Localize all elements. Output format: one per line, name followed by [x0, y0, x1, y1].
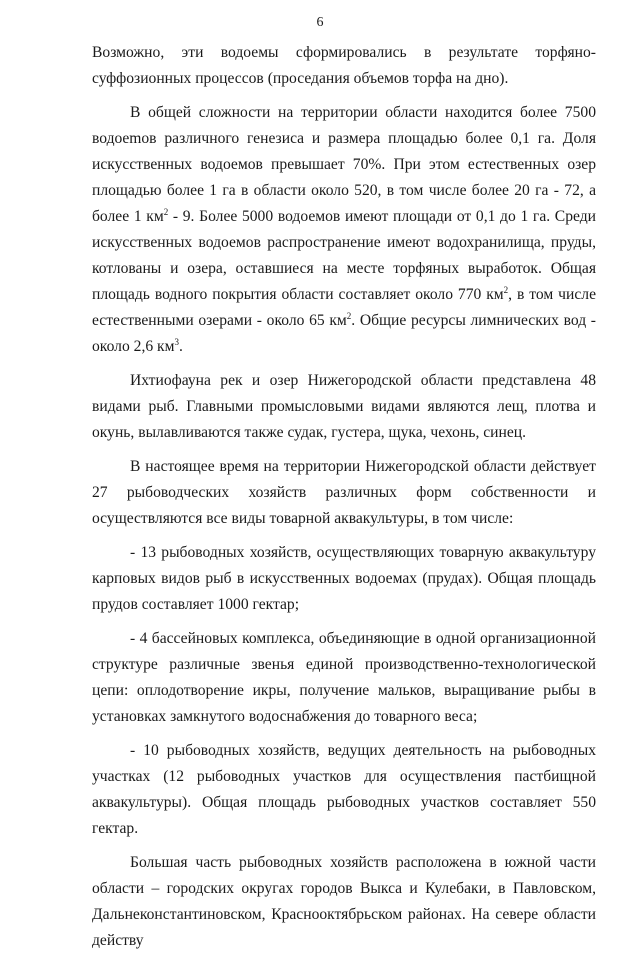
paragraph-text: . — [178, 338, 183, 355]
superscript: 3 — [174, 336, 179, 347]
paragraph-peat-origin: Возможно, эти водоемы сформировались в результате торфяно-суффозионных процессов (проседания объемов торфа на дно). — [92, 44, 596, 87]
paragraph-text: В общей сложности на территории области находится более 7500 водоemов различного генезиса и размера площадью более 0,1 га. Доля искусственных водоемов превышает 70%. При этом естественных озер площадью более 1 га в области около 520, в том числе более 20 га - 72, а более 1 км — [92, 104, 596, 225]
superscript: 2 — [346, 310, 352, 321]
body-text — [92, 40, 596, 962]
superscript: 2 — [163, 206, 169, 217]
list-item-carp-farms: - 13 рыбоводных хозяйств, осуществляющих товарную аквакультуру карповых видов рыб в искусственных водоемах (прудах). Общая площадь прудов составляет 1000 гектар; — [92, 544, 596, 613]
paragraph-farm-locations: Большая часть рыбоводных хозяйств расположена в южной части области – городских округах городов Выкса и Кулебаки, в Павловском, Дальнеконстантиновском, Краснооктябрьском районах. На севере области действу — [92, 854, 596, 949]
paragraph-ichthyofauna: Ихтиофауна рек и озер Нижегородской области представлена 48 видами рыб. Главными промысловыми видами являются лещ, плотва и окунь, вылавливаются также судак, густера, щука, чехонь, синец. — [92, 372, 596, 441]
paragraph-fish-farms: В настоящее время на территории Нижегородской области действует 27 рыбоводческих хозяйств различных форм собственности и осуществляются все виды товарной аквакультуры, в том числе: — [92, 458, 596, 527]
paragraph-water-bodies — [92, 100, 596, 360]
list-item-pool-complexes: - 4 бассейновых комплекса, объединяющие в одной организационной структуре различные звенья единой производственно-технологической цепи: оплодотворение икры, получение мальков, выращивание рыбы в установках замкнутого водоснабжения до товарного веса; — [92, 630, 596, 725]
paragraph-text: . Общие ресурсы лимнических вод - около 2,6 км — [92, 312, 596, 355]
page-number: 6 — [316, 15, 324, 30]
list-item-pasture-farms: - 10 рыбоводных хозяйств, ведущих деятельность на рыбоводных участках (12 рыбоводных участков для осуществления пастбищной аквакультуры). Общая площадь рыбоводных участков составляет 550 гектар. — [92, 742, 596, 837]
superscript: 2 — [503, 284, 509, 295]
paragraph-text: - 9. Более 5000 водоемов имеют площади от 0,1 до 1 га. Среди искусственных водоемов распространение имеют водохранилища, пруды, котлованы и озера, оставшиеся на месте торфяных выработок. Общая площадь водного покрытия области составляет около 770 км — [92, 208, 596, 303]
paragraph-text: , в том числе естественными озерами - около 65 км — [92, 286, 596, 329]
